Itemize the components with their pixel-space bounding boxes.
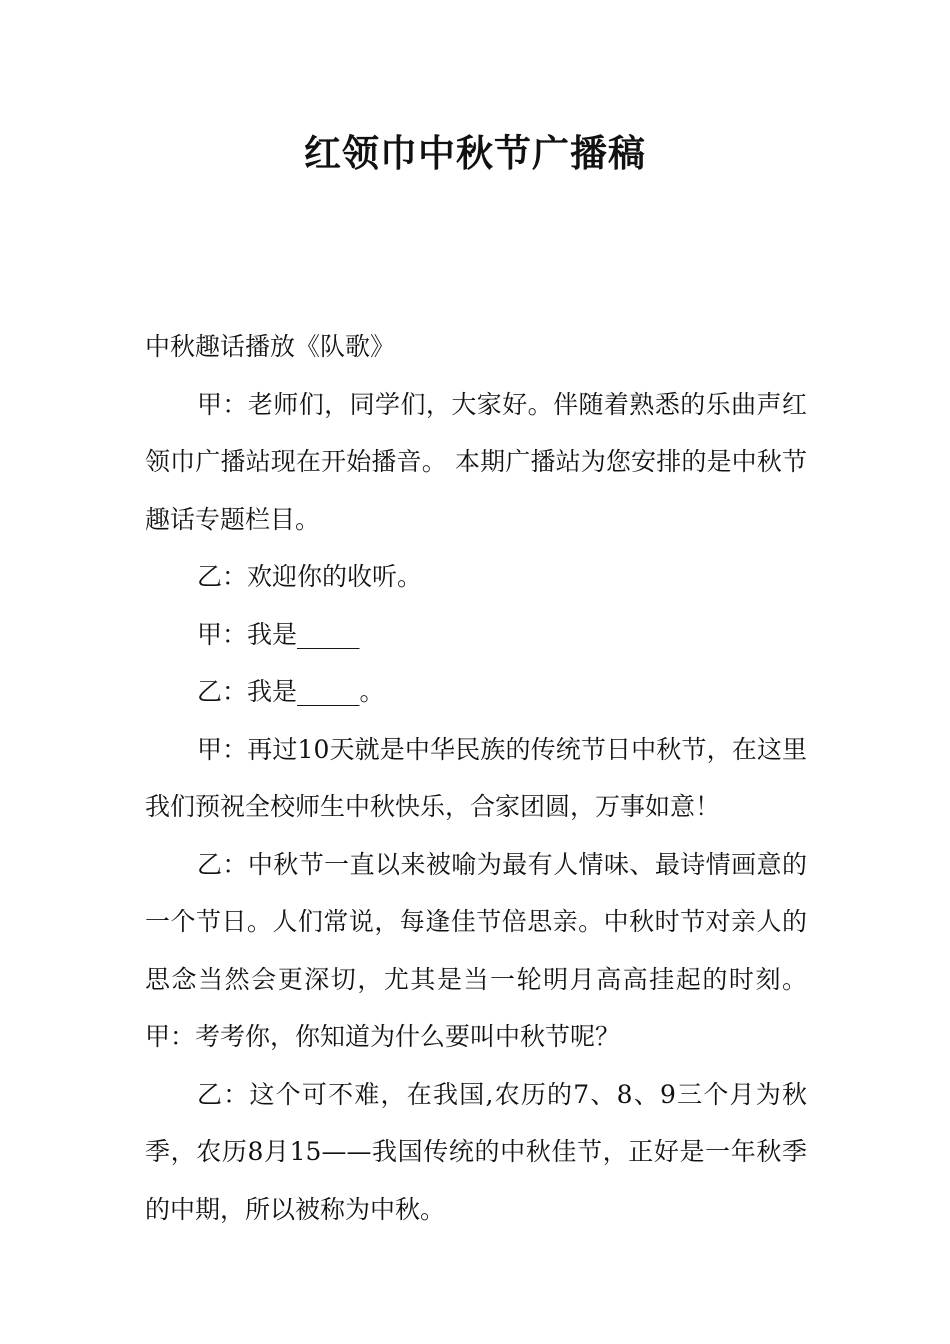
document-title: 红领巾中秋节广播稿 (304, 131, 646, 175)
paragraph-host-a-name: 甲：我是_____ (197, 619, 360, 649)
paragraph-opening: 甲：老师们，同学们，大家好。伴随着熟悉的乐曲声红领巾广播站现在开始播音。 本期广播站为您安排的是中秋节趣话专题栏目。 (145, 389, 807, 534)
paragraph-greeting: 甲：再过10天就是中华民族的传统节日中秋节，在这里我们预祝全校师生中秋快乐，合家团圆，万事如意！ (145, 734, 807, 821)
document-body (145, 318, 807, 1238)
paragraph-festival-meaning: 乙：中秋节一直以来被喻为最有人情味、最诗情画意的一个节日。人们常说，每逢佳节倍思亲。中秋时节对亲人的思念当然会更深切，尤其是当一轮明月高高挂起的时刻。 甲：考考你，你知道为什么要叫中秋节呢？ (145, 849, 807, 1051)
paragraph-name-origin: 乙：这个可不难，在我国,农历的7、8、9三个月为秋季，农历8月15——我国传统的中秋佳节，正好是一年秋季的中期，所以被称为中秋。 (145, 1079, 807, 1224)
paragraph-welcome: 乙：欢迎你的收听。 (197, 562, 423, 591)
paragraph-host-b-name: 乙：我是_____。 (197, 677, 385, 706)
paragraph-intro: 中秋趣话播放《队歌》 (145, 332, 396, 361)
